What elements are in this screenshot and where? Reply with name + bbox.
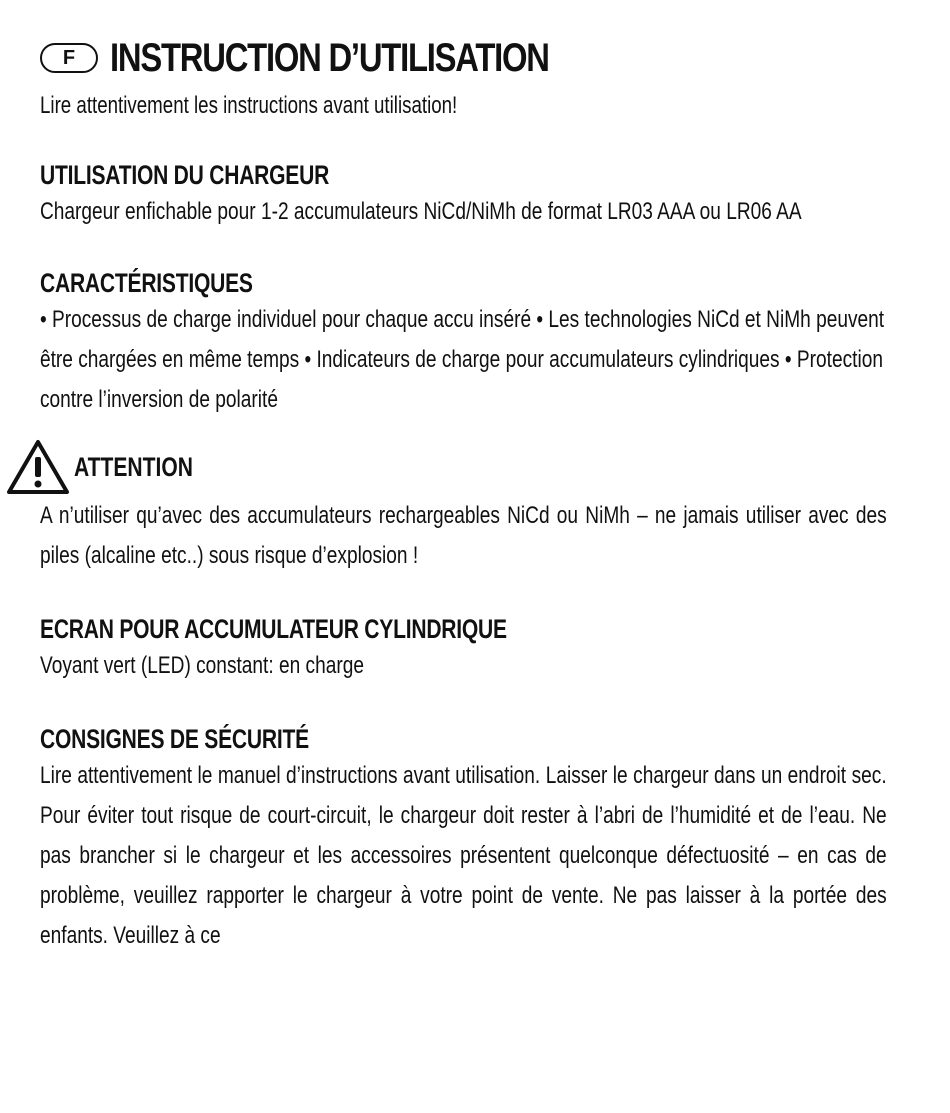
section-heading-features: CARACTÉRISTIQUES [40, 268, 253, 298]
instruction-page [40, 30, 888, 956]
language-badge: F [40, 43, 98, 73]
title-row [40, 30, 888, 86]
attention-header [6, 438, 888, 496]
warning-triangle-icon [6, 439, 70, 495]
intro-block [40, 90, 887, 122]
section-text-safety: Lire attentivement le manuel d’instructions avant utilisation. Laisser le chargeur dans un endroit sec. Pour éviter tout risque de court-circuit, le chargeur doit rester à l’abri de l’humidité et de l’eau. Ne pas brancher si le chargeur et les accessoires présentent quelconque défectuosité – en cas de problème, veuillez rapporter le chargeur à votre point de vente. Ne pas laisser à la portée des enfants. Veuillez à ce [40, 762, 887, 949]
section-text-features: • Processus de charge individuel pour chaque accu inséré • Les technologies NiCd et NiMh peuvent être chargées en même temps • Indicateurs de charge pour accumulateurs cylindriques • Protection contre l’inversion de polarité [40, 306, 885, 413]
section-attention [40, 438, 888, 576]
section-features [40, 266, 888, 420]
section-safety [40, 722, 888, 956]
section-text-screen: Voyant vert (LED) constant: en charge [40, 652, 364, 679]
section-heading-safety: CONSIGNES DE SÉCURITÉ [40, 724, 309, 754]
section-text-usage: Chargeur enfichable pour 1-2 accumulateurs NiCd/NiMh de format LR03 AAA ou LR06 AA [40, 198, 802, 225]
section-screen [40, 612, 888, 686]
section-text-attention: A n’utiliser qu’avec des accumulateurs rechargeables NiCd ou NiMh – ne jamais utiliser avec des piles (alcaline etc..) sous risque d’explosion ! [40, 502, 887, 569]
section-heading-screen: ECRAN POUR ACCUMULATEUR CYLINDRIQUE [40, 614, 507, 644]
intro-text: Lire attentivement les instructions avant utilisation! [40, 92, 458, 119]
page-title: INSTRUCTION D’UTILISATION [110, 35, 549, 80]
section-usage [40, 158, 888, 232]
section-heading-attention: ATTENTION [74, 451, 193, 482]
section-heading-usage: UTILISATION DU CHARGEUR [40, 160, 330, 190]
